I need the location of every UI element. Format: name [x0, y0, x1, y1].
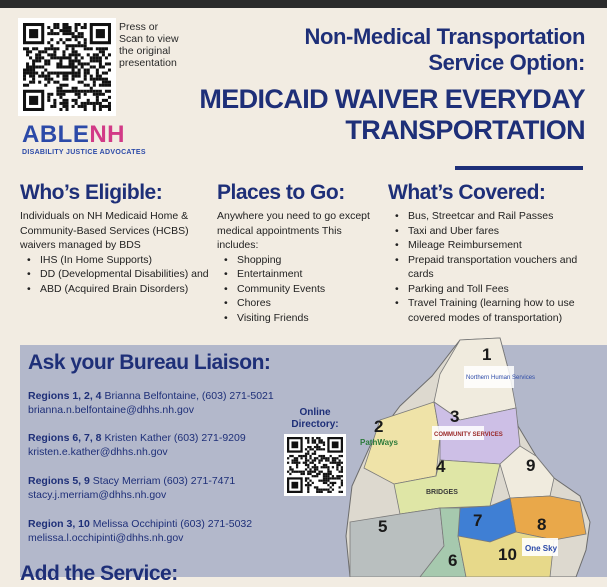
liaison-email[interactable]: kristen.e.kather@dhhs.nh.gov: [28, 446, 168, 458]
eligibility-section: [20, 180, 210, 296]
liaison-contact: Melissa Occhipinti (603) 271-5032: [92, 518, 253, 530]
qr-pattern: [23, 23, 111, 111]
places-title: Places to Go:: [217, 181, 345, 204]
region-number: 6: [448, 551, 458, 570]
agency-label: One Sky: [525, 544, 558, 553]
liaison-contact: Stacy Merriam (603) 271-7471: [92, 475, 236, 487]
eligibility-item: • ABD (Acquired Brain Disorders): [20, 282, 210, 297]
qr-note-line: presentation: [119, 57, 177, 69]
eligibility-item: • IHS (In Home Supports): [20, 253, 210, 268]
covered-item: • Bus, Streetcar and Rail Passes: [388, 209, 598, 224]
logo-able: ABLE: [22, 121, 90, 148]
ablenh-logo: [22, 122, 146, 156]
places-section: [217, 180, 377, 325]
region-number: 8: [537, 515, 547, 534]
places-item: • Visiting Friends: [217, 311, 377, 326]
nh-region-map: [340, 336, 607, 577]
online-line: Online: [299, 407, 331, 418]
region-number: 1: [482, 345, 492, 364]
liaison-entry: [28, 474, 235, 502]
covered-item: • Travel Training (learning how to use covered modes of transportation): [388, 296, 598, 325]
agency-label: PathWays: [360, 438, 398, 447]
directory-qr-code[interactable]: [284, 434, 346, 496]
covered-title: What’s Covered:: [388, 181, 546, 204]
agency-label: Northern Human Services: [466, 375, 536, 381]
liaison-contact: Kristen Kather (603) 271-9209: [104, 432, 246, 444]
liaison-regions: Regions 1, 2, 4: [28, 390, 102, 402]
liaison-entry: [28, 517, 252, 545]
covered-item: • Taxi and Uber fares: [388, 224, 598, 239]
heading-rule: [455, 166, 583, 170]
liaison-email[interactable]: brianna.n.belfontaine@dhhs.nh.gov: [28, 404, 194, 416]
region-number: 2: [374, 417, 384, 436]
online-directory-label: [287, 407, 343, 431]
liaison-regions: Region 3, 10: [28, 518, 90, 530]
region-number: 10: [498, 545, 517, 564]
top-bar: [0, 0, 607, 8]
places-item: • Entertainment: [217, 267, 377, 282]
logo-tagline: DISABILITY JUSTICE ADVOCATES: [22, 149, 146, 156]
places-item: • Shopping: [217, 253, 377, 268]
covered-item: • Mileage Reimbursement: [388, 238, 598, 253]
liaison-contact: Brianna Belfontaine, (603) 271-5021: [104, 390, 274, 402]
places-item: • Community Events: [217, 282, 377, 297]
liaison-title: Ask your Bureau Liaison:: [28, 351, 271, 374]
agency-label: BRIDGES: [426, 489, 458, 496]
heading-pre-line2: Service Option:: [428, 50, 585, 75]
heading-pre-line1: Non-Medical Transportation: [304, 24, 585, 49]
heading-main-line1: MEDICAID WAIVER EVERYDAY: [199, 84, 585, 114]
qr-note-line: the original: [119, 45, 171, 57]
liaison-entry: [28, 389, 274, 417]
liaison-entry: [28, 431, 246, 459]
qr-note: [119, 21, 209, 69]
qr-note-line: Press or: [119, 21, 159, 33]
agency-label: COMMUNITY SERVICES: [434, 432, 503, 438]
liaison-regions: Regions 6, 7, 8: [28, 432, 102, 444]
liaison-email[interactable]: melissa.l.occhipinti@dhhs.nh.gov: [28, 532, 184, 544]
page-heading: [199, 24, 585, 146]
liaison-regions: Regions 5, 9: [28, 475, 90, 487]
region-number: 4: [436, 457, 446, 476]
region-number: 9: [526, 456, 536, 475]
region-number: 7: [473, 511, 483, 530]
region-number: 5: [378, 517, 388, 536]
eligibility-intro: Individuals on NH Medicaid Home & Community-Based Services (HCBS) waivers managed by BDS: [20, 210, 189, 251]
covered-item: • Prepaid transportation vouchers and cards: [388, 253, 598, 282]
qr-note-line: Scan to view: [119, 33, 179, 45]
liaison-email[interactable]: stacy.j.merriam@dhhs.nh.gov: [28, 489, 167, 501]
presentation-qr-code[interactable]: [18, 18, 116, 116]
places-item: • Chores: [217, 296, 377, 311]
heading-main-line2: TRANSPORTATION: [345, 115, 585, 145]
add-service-title: Add the Service:: [20, 562, 178, 585]
eligibility-item: • DD (Developmental Disabilities) and: [20, 267, 210, 282]
covered-item: • Parking and Toll Fees: [388, 282, 598, 297]
covered-section: [388, 180, 598, 325]
eligibility-title: Who’s Eligible:: [20, 181, 163, 204]
online-line: Directory:: [291, 419, 339, 430]
region-number: 3: [450, 407, 460, 426]
logo-nh: NH: [89, 121, 126, 148]
places-intro: Anywhere you need to go except medical appointments This includes:: [217, 210, 370, 251]
qr-pattern: [287, 437, 343, 493]
